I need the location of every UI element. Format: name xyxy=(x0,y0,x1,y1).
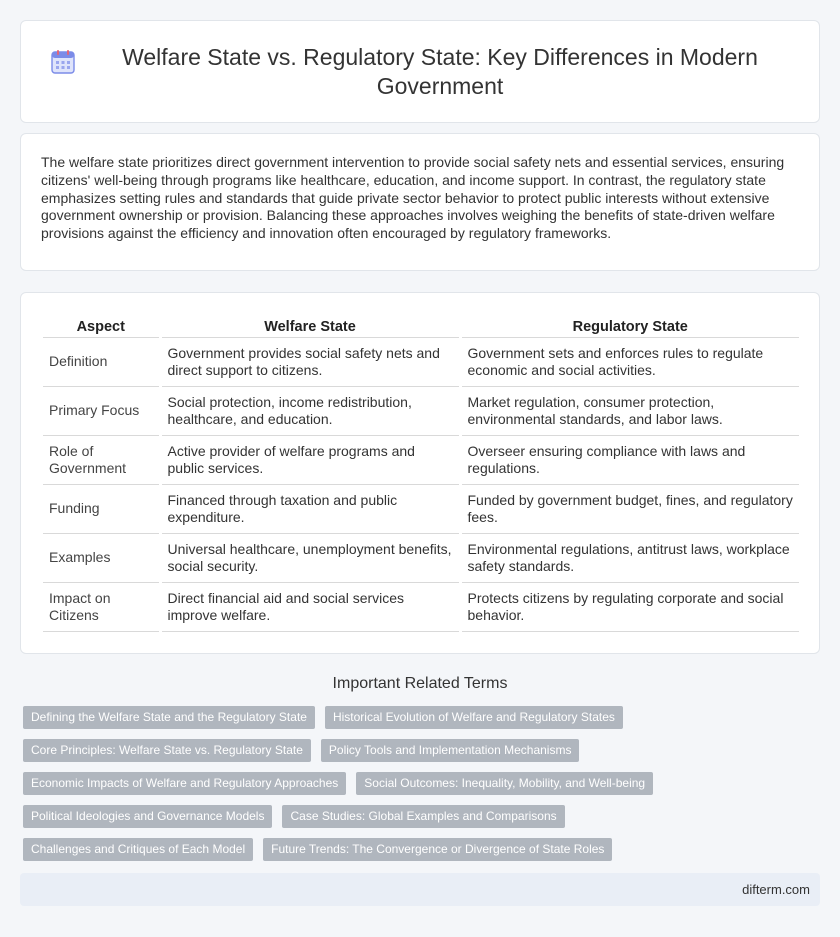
aspect-cell: Examples xyxy=(43,534,160,583)
regulatory-cell: Environmental regulations, antitrust laws, workplace safety standards. xyxy=(460,534,799,583)
regulatory-cell: Protects citizens by regulating corporate and social behavior. xyxy=(460,583,799,632)
related-term-tag[interactable]: Challenges and Critiques of Each Model xyxy=(23,838,253,861)
related-term-tag[interactable]: Case Studies: Global Examples and Comparisons xyxy=(282,805,564,828)
table-row xyxy=(43,583,799,632)
footer-site-link[interactable]: difterm.com xyxy=(742,882,810,897)
related-term-tag[interactable]: Political Ideologies and Governance Models xyxy=(23,805,272,828)
regulatory-cell: Market regulation, consumer protection, environmental standards, and labor laws. xyxy=(460,387,799,436)
welfare-cell: Active provider of welfare programs and public services. xyxy=(160,436,460,485)
related-term-tag[interactable]: Policy Tools and Implementation Mechanisms xyxy=(321,739,580,762)
table-row xyxy=(43,534,799,583)
welfare-cell: Direct financial aid and social services improve welfare. xyxy=(160,583,460,632)
table-row xyxy=(43,436,799,485)
footer xyxy=(20,873,820,906)
welfare-cell: Financed through taxation and public expenditure. xyxy=(160,485,460,534)
aspect-cell: Funding xyxy=(43,485,160,534)
regulatory-cell: Government sets and enforces rules to regulate economic and social activities. xyxy=(460,338,799,387)
column-header-regulatory-state: Regulatory State xyxy=(460,313,799,338)
related-terms-list xyxy=(23,706,803,861)
calendar-icon xyxy=(50,49,76,75)
aspect-cell: Role of Government xyxy=(43,436,160,485)
table-header-row xyxy=(43,313,799,338)
related-term-tag[interactable]: Future Trends: The Convergence or Divergence of State Roles xyxy=(263,838,612,861)
intro-paragraph: The welfare state prioritizes direct government intervention to provide social safety nets and essential services, ensuring citizens' well-being through programs like healthcare, education, and income support. In contrast, the regulatory state emphasizes setting rules and standards that guide private sector behavior to protect public interests without extensive government ownership or provision. Balancing these approaches involves weighing the benefits of state-driven welfare provisions against the efficiency and innovation often encouraged by regulatory frameworks. xyxy=(41,154,785,242)
table-row xyxy=(43,485,799,534)
related-term-tag[interactable]: Social Outcomes: Inequality, Mobility, and Well-being xyxy=(356,772,653,795)
table-row xyxy=(43,338,799,387)
aspect-cell: Primary Focus xyxy=(43,387,160,436)
related-term-tag[interactable]: Defining the Welfare State and the Regulatory State xyxy=(23,706,315,729)
related-term-tag[interactable]: Core Principles: Welfare State vs. Regulatory State xyxy=(23,739,311,762)
table-row xyxy=(43,387,799,436)
regulatory-cell: Funded by government budget, fines, and regulatory fees. xyxy=(460,485,799,534)
related-terms-heading: Important Related Terms xyxy=(332,675,508,692)
page-title: Welfare State vs. Regulatory State: Key Differences in Modern Government xyxy=(122,43,758,99)
related-term-tag[interactable]: Historical Evolution of Welfare and Regulatory States xyxy=(325,706,623,729)
column-header-aspect: Aspect xyxy=(43,313,160,338)
welfare-cell: Government provides social safety nets and direct support to citizens. xyxy=(160,338,460,387)
related-term-tag[interactable]: Economic Impacts of Welfare and Regulatory Approaches xyxy=(23,772,346,795)
aspect-cell: Definition xyxy=(43,338,160,387)
comparison-table xyxy=(43,313,799,632)
aspect-cell: Impact on Citizens xyxy=(43,583,160,632)
header-card xyxy=(20,20,820,123)
regulatory-cell: Overseer ensuring compliance with laws and regulations. xyxy=(460,436,799,485)
welfare-cell: Universal healthcare, unemployment benefits, social security. xyxy=(160,534,460,583)
intro-card xyxy=(20,133,820,271)
comparison-table-card xyxy=(20,292,820,654)
column-header-welfare-state: Welfare State xyxy=(160,313,460,338)
welfare-cell: Social protection, income redistribution, healthcare, and education. xyxy=(160,387,460,436)
